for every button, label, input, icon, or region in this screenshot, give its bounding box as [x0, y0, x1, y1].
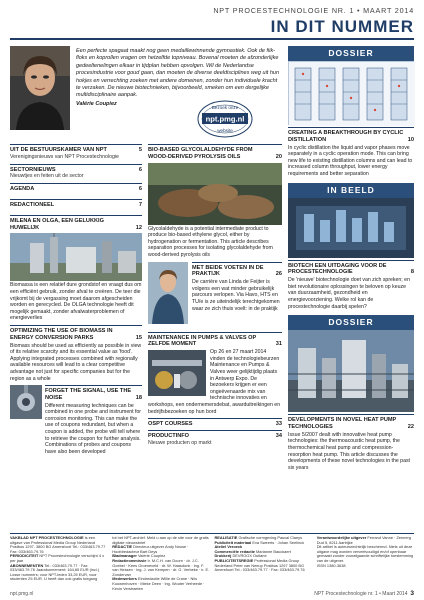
toc-page-number: 6: [138, 166, 142, 173]
toc-right-column: [288, 46, 414, 471]
footer-rule: [10, 533, 414, 534]
toc-page-number: 18: [135, 394, 142, 401]
toc-title: MET BEIDE VOETEN IN DE PRAKTIJK: [192, 264, 264, 278]
toc-title: FORGET THE SIGNAL, USE THE NOISE: [45, 388, 132, 401]
page-number: 3: [410, 590, 414, 597]
colophon-text: Ferrand Vanne · Zennerg Dud 5, 8211 Aartrijke: [316, 535, 411, 545]
toc-title: DEVELOPMENTS IN NOVEL HEAT PUMP TECHNOLOGIES: [288, 417, 397, 430]
colophon-heading: Verantwoordelijke uitgever: [316, 535, 367, 540]
badge-bottom-text: website: [217, 128, 233, 133]
toc-item-beide-voeten[interactable]: [148, 262, 282, 326]
in-beeld-banner: IN BEELD: [288, 183, 414, 198]
glycolaldehyde-photo: [148, 163, 282, 225]
badge-top-text: Bezoek onze: [211, 105, 239, 110]
toc-item-sectornieuws[interactable]: [10, 164, 142, 181]
editor-photo: [10, 46, 70, 130]
page-footer: [10, 589, 414, 598]
colophon-text: Eva Sweerts · Johan Seelinck: [252, 539, 305, 545]
toc-title: BIO-BASED GLYCOLALDEHYDE FROM WOOD-DERIVED PYROLYSIS OILS: [148, 147, 253, 160]
toc-page-number: 8: [410, 269, 414, 276]
milena-photo: [10, 233, 142, 281]
colophon-text: tot het NPT-archief. Meld u aan op de site voor de gratis digitale nieuwsbrief: [112, 535, 209, 545]
toc-page-number: 20: [275, 153, 282, 160]
linda-photo: [148, 262, 188, 324]
toc-title: PRODUCTINFO: [148, 432, 190, 439]
footer-issue: NPT Procestechnologie nr. 1 • Maart 2014: [314, 591, 408, 597]
toc-item-milena-olga[interactable]: [10, 215, 142, 322]
cyclic-distillation-diagram: [288, 61, 414, 125]
masthead: NPT PROCESTECHNOLOGIE NR. 1 • MAART 2014: [213, 6, 414, 15]
toc-subtitle: [10, 193, 142, 196]
toc-page-number: 7: [138, 201, 142, 208]
title-rule: [10, 38, 414, 40]
colophon-text: Valérie Coupiez: [138, 553, 166, 559]
colophon-heading: Ateliel Veroeck: [214, 544, 243, 550]
colophon-text: ISSN 1380-3638: [316, 562, 346, 568]
biotech-text: De 'nieuwe' biotechnologie doet van zich spreken; en biet revolutionaire oplossingen te beloven op keuze van duurzaamheid, gezondheid en energievoorziening. Welke rol kan de procestechnologie daarbij spelen?: [288, 277, 410, 310]
colophon-text: Tel.: 033/463.79.77 · Fax: 033/463.79.76 Jaarabonnement: 164,65 EUR (incl.) Losse nummers: voor NPT-leden 33,25 EUR, voor studenten 25 EUR. U heeft dan ook gratis toegang: [10, 562, 100, 582]
toc-page-number: 15: [135, 334, 142, 341]
toc-item-cyclic-distillation[interactable]: [288, 127, 414, 178]
dossier-banner-2: DOSSIER: [288, 315, 414, 330]
toc-item-maintenance[interactable]: [148, 332, 282, 416]
biotech-photo: [288, 198, 414, 258]
colophon-heading: Drukkerij: [214, 553, 232, 559]
maintenance-text: Op 26 en 27 maart 2014 vinden de technologiebeurzen Maintenance en Pumps & Valves weer gelijktijdig plaats in Antwerp Expo. De bezoekers krijgen er een ongeëvenaarde mix van technische innovaties en workshops, een ondernemersdebat, awarduitreikingen en bedrijfsbezoeken op hun bord: [148, 349, 281, 415]
heat-pump-text: Issue 5/2007 dealt with innovative heat pump technologies: the thermoacoustic heat pump, the thermochemical heat pump and compression-resorption heat pump. This article discusses the developments of these novel technologies in the past six years: [288, 431, 410, 471]
milena-text: Biomassa is een relatief dure grondstof en vraagt dus om een efficiënt gebruik, zonder afval te creëren. De teer die vrijkomt bij de vergassing moet daarom afgescheiden worden en gerecycled. De OLGA technologie heeft dit mogelijk gemaakt, zonder afvalwaterproblemen of energieverlies: [10, 282, 142, 322]
toc-subtitle: Verenigingsnieuws van NPT Procestechnologie: [10, 153, 119, 160]
heat-pump-photo: [288, 330, 414, 412]
toc-title: AGENDA: [10, 186, 35, 193]
toc-title: CREATING A BREAKTHROUGH BY CYCLIC DISTILLATION: [288, 130, 404, 143]
colophon-heading: Medewerkers: [112, 576, 137, 582]
toc-subtitle: Nieuwtjes en feiten uit de sector: [10, 173, 84, 180]
colophon-text: Professional Media Group Nederland Peter van Neeup Postbus 1297 3800 BG Amersfoort Tel.: 033/463.79.77 · Fax: 033/463.79.76: [214, 557, 305, 573]
toc-page-number: 26: [275, 271, 282, 278]
colophon-text: Directeur-uitgever Andy Nouse · Hoofdredacteur Bart Deys: [112, 544, 189, 554]
colophon-heading: Bladmanager: [112, 553, 137, 559]
toc-title: UIT DE BESTUURSKAMER VAN NPT: [10, 147, 107, 153]
page-title: IN DIT NUMMER: [270, 17, 414, 36]
toc-page-number: 33: [275, 421, 282, 428]
colophon-heading: Redactieommissie: [112, 557, 147, 563]
toc-item-agenda[interactable]: [10, 183, 142, 196]
toc-title: OSPT COURSES: [148, 421, 193, 428]
toc-item-glycolaldehyde[interactable]: [148, 144, 282, 259]
forget-signal-photo: [10, 385, 42, 419]
colophon-col-2: [112, 535, 210, 591]
toc-page-number: 5: [138, 147, 142, 153]
toc-title: REDACTIONEEL: [10, 201, 55, 208]
colophon-heading: VAKBLAD NPT PROCESTECHNOLOGIE: [10, 535, 84, 540]
toc-title: SECTORNIEUWS: [10, 166, 56, 173]
editorial-body: Een perfecte spagaat maakt nog geen medaillewinnende gymnastiek. Ook de fiik-floks en koprollen vragen om hetzelfde topniveau. Bovenal moeten de afzonderlijke gedeeltenelingen elkaar in tijdplan hebben opvolgen. Wil de Nederlandse procesindustrie voor goud gaan, dan moeten de diverse deeldisciplines weg uit hun hokjes en verrechting zoeken met andere domeinen, zonder hun individuele kracht te verzaken. De nieuwe biotechnieken, bijvoorbeeld, smeken om een dergelijke multidisciplinaire aanpak.: [76, 48, 280, 99]
colophon-heading: Publiciteit materiaal: [214, 539, 252, 545]
colophon-text: is een uitgave van Professional Media Group Nederland Postbus 1297, 3800 BG Amersfoort Tel.: 033/463.79.77 Fax: 033/463.79.76: [10, 535, 106, 554]
forget-signal-text: Different measuring techniques can be combined in one probe and instrument for corrosion monitoring. This can make the use of coupons redundant, but when a coupon is added, the probe will tell where to retrieve the coupon for further analysis. Combinations of probes and coupons have also been developed: [45, 402, 142, 455]
colophon-col-3: [215, 536, 312, 588]
colophon-text: Ir. M.C.H. van Doorn · dr. J.C. Goebel · Kees Groeneveld · dr. W. Haasdonk · ing. F. van Hessen · ing. J. van Kempen · dr. G. Verbeke · ir. E. Zondervan: [112, 557, 210, 577]
colophon-col-4: [317, 536, 414, 588]
colophon-heading: REALISATIE: [214, 535, 238, 540]
glycolaldehyde-text: Glycolaldehyde is a potential intermediate product to produce bio-based ethylene glycol, either by hydrogenation or fermentation. This article describes separation processes for isolating glycolaldehyde from wood-derived pyrolysis oils: [148, 225, 273, 258]
toc-title: BIOTECH EEN UITDAGING VOOR DE PROCESTECHNOLOGIE: [288, 262, 387, 276]
colophon-heading: PERIODICITEIT: [10, 553, 39, 559]
colophon-text: NPT Procestechnologie verschijnt 4 x per jaar: [10, 553, 105, 563]
colophon-heading: Commerciële redactie: [214, 548, 255, 554]
toc-page-number: 10: [407, 136, 414, 143]
footer-website-link[interactable]: npt.pmg.nl: [10, 590, 34, 597]
toc-subtitle: Nieuwe producten op markt: [148, 439, 212, 446]
toc-middle-column: [148, 144, 282, 449]
toc-item-productinfo[interactable]: [148, 430, 282, 447]
colophon-text: DEVROOX Outlane: [232, 553, 267, 559]
colophon-heading: PUBLICITEITSREGIE: [214, 557, 254, 563]
toc-page-number: 34: [275, 432, 282, 439]
toc-item-ospt-courses[interactable]: [148, 418, 282, 428]
toc-title: MAINTENANCE IN PUMPS & VALVES OP ZELFDE MOMENT: [148, 334, 257, 348]
toc-title: OPTIMIZING THE USE OF BIOMASS IN ENERGY CONVERSION PARKS: [10, 327, 113, 341]
colophon-text: Marianne Bauckaert: [256, 548, 291, 554]
colophon-heading: REDACTIE: [112, 544, 133, 550]
cyclic-distillation-text: In cyclic distillation the liquid and vapor phases move separately in a cyclic operation mode. This can bring new life to existing distillation columns and can lead to increased column throughput, lower energy requirements and better separation: [288, 144, 413, 177]
toc-left-column: [10, 144, 142, 455]
toc-page-number: 6: [138, 186, 142, 193]
website-badge[interactable]: [196, 98, 254, 140]
toc-item-optimizing-biomass[interactable]: [10, 325, 142, 382]
colophon-col-1: [10, 536, 107, 588]
toc-subtitle: [10, 209, 142, 212]
colophon: [10, 535, 414, 591]
editorial-signature: Valérie Coupiez: [76, 100, 117, 107]
maintenance-photo: [148, 350, 206, 396]
toc-page-number: 31: [275, 341, 282, 348]
toc-page-number: 12: [135, 224, 142, 231]
colophon-heading: ABONNEMENTEN: [10, 562, 44, 568]
optimizing-text: Biomass should be used as efficiently as possible in view of its relative scarcity and its essential value as 'food'. Applying integrated processes combined with regionally available resources will lead to a clear competitive advantage not just for specific companies but for the region as a whole: [10, 342, 142, 382]
toc-item-forget-signal[interactable]: [10, 385, 142, 455]
toc-page-number: 22: [407, 423, 414, 430]
toc-item-bestuurskamer[interactable]: [10, 144, 142, 161]
dossier-banner: DOSSIER: [288, 46, 414, 61]
toc-item-redactioneel[interactable]: [10, 199, 142, 212]
beide-voeten-text: De carrière van Linda de Feijter is volgens een wat minder gebruikelijk parcours verlopen. Via Havo, HTS en TU/e is ze uiteindelijk terechtgekomen waar ze zich thuis voelt: in de praktijk: [192, 279, 280, 312]
colophon-text: Eindredactie Willie de Crane · Nils Kouwenhoven · Mieke Deen · ing. Wouter Verheede · Kevin Verstraeten: [112, 576, 205, 591]
colophon-text: Grafische vormgeving Pascal Claeys: [238, 535, 303, 540]
colophon-text: Dit artikel is auteursrechtelijk beschermd. Niets uit deze uitgave mag worden verveelvoudigd en/of openbaar gemaakt zonder voorafgaande schriftelijke toestemming van de uitgever.: [316, 544, 414, 563]
badge-url: npt.pmg.nl: [205, 114, 245, 124]
toc-item-biotech[interactable]: [288, 260, 414, 311]
toc-item-heat-pump[interactable]: [288, 414, 414, 471]
toc-title: MILENA EN OLGA, EEN GELUKKIG HUWELIJK: [10, 217, 104, 231]
